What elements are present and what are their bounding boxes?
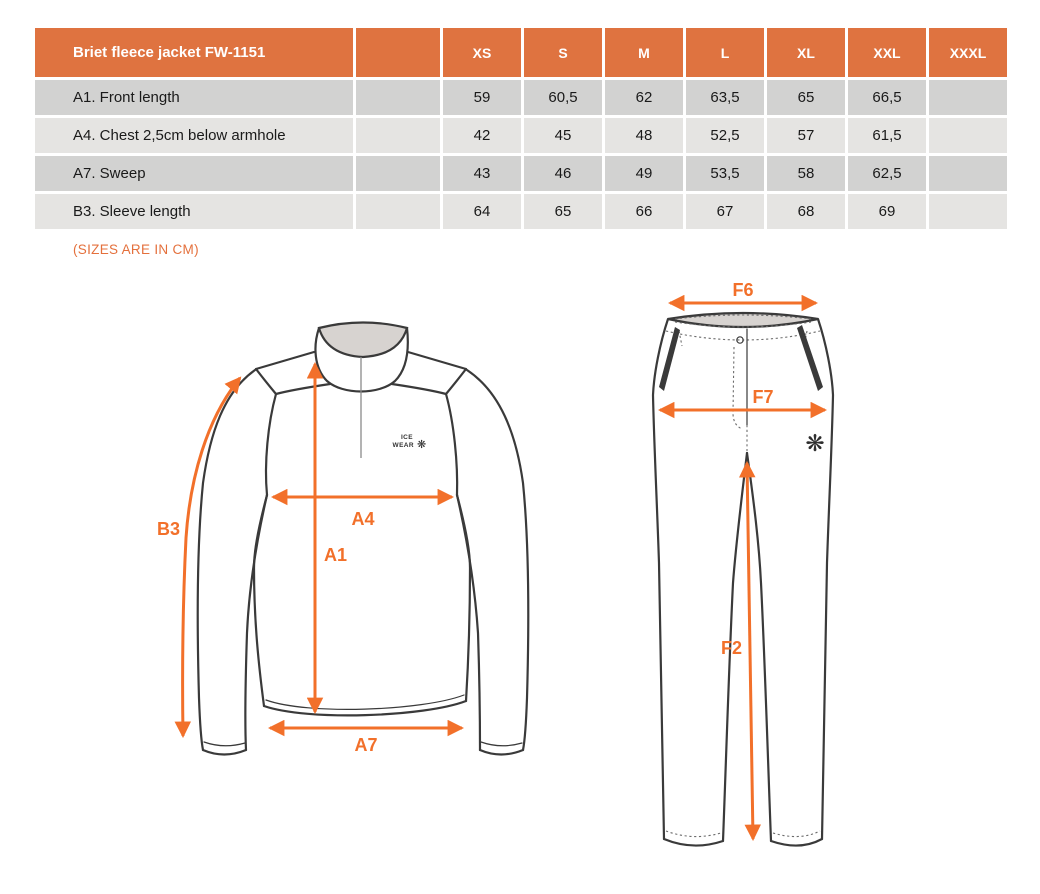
value-cell: 45 bbox=[524, 118, 602, 153]
right-sleeve-outer bbox=[467, 370, 528, 750]
right-cuff bbox=[480, 750, 523, 755]
value-cell: 65 bbox=[524, 194, 602, 229]
size-col-xxl: XXL bbox=[848, 28, 926, 77]
a1-label: A1 bbox=[324, 545, 348, 565]
right-shoulder-seam bbox=[408, 352, 466, 369]
pants-measurement-arrows bbox=[660, 283, 825, 839]
size-col-m: M bbox=[605, 28, 683, 77]
left-raglan-seam bbox=[266, 384, 330, 495]
pants-outline-drawing bbox=[653, 313, 833, 846]
value-cell: 57 bbox=[767, 118, 845, 153]
left-pocket-bartack bbox=[679, 331, 682, 346]
left-outer-seam bbox=[653, 319, 668, 839]
b3-label: B3 bbox=[157, 519, 181, 539]
spacer-cell bbox=[356, 194, 440, 229]
pants-measurement-diagram bbox=[630, 283, 850, 858]
a7-label: A7 bbox=[354, 735, 378, 755]
value-cell: 63,5 bbox=[686, 80, 764, 115]
right-shoulder-panel-seam bbox=[446, 369, 466, 394]
value-cell bbox=[929, 156, 1007, 191]
f2-label: F2 bbox=[720, 638, 742, 658]
jacket-outline-drawing bbox=[198, 323, 528, 755]
value-cell: 49 bbox=[605, 156, 683, 191]
value-cell: 60,5 bbox=[524, 80, 602, 115]
a4-label: A4 bbox=[351, 509, 375, 529]
jacket-measurement-arrows bbox=[157, 364, 462, 755]
b3-sleeve-arrow bbox=[183, 378, 240, 736]
left-hem-stitch bbox=[666, 831, 721, 837]
logo-snowflake-icon: ❋ bbox=[417, 438, 427, 451]
value-cell: 43 bbox=[443, 156, 521, 191]
row-label: A4. Chest 2,5cm below armhole bbox=[35, 118, 353, 153]
left-shoulder-seam bbox=[256, 352, 314, 369]
value-cell: 46 bbox=[524, 156, 602, 191]
spacer-cell bbox=[356, 156, 440, 191]
logo-text-line1: ICE bbox=[400, 434, 413, 441]
left-hem bbox=[664, 839, 723, 846]
value-cell: 52,5 bbox=[686, 118, 764, 153]
value-cell: 62 bbox=[605, 80, 683, 115]
right-hem bbox=[771, 839, 822, 846]
value-cell: 65 bbox=[767, 80, 845, 115]
logo-text-line2: WEAR bbox=[392, 442, 414, 449]
f2-inseam-arrow bbox=[747, 463, 753, 839]
right-hem-stitch bbox=[773, 831, 820, 837]
left-cuff bbox=[203, 750, 246, 755]
row-label: A1. Front length bbox=[35, 80, 353, 115]
value-cell: 58 bbox=[767, 156, 845, 191]
table-row-sweep bbox=[35, 156, 1010, 191]
f6-label: F6 bbox=[732, 283, 754, 300]
size-col-xl: XL bbox=[767, 28, 845, 77]
icewear-logo bbox=[393, 434, 427, 451]
size-col-xs: XS bbox=[443, 28, 521, 77]
value-cell bbox=[929, 194, 1007, 229]
pants-snowflake-icon: ❋ bbox=[805, 431, 825, 457]
value-cell: 59 bbox=[443, 80, 521, 115]
value-cell: 66 bbox=[605, 194, 683, 229]
hem-line bbox=[264, 701, 466, 715]
table-row-chest bbox=[35, 118, 1010, 153]
table-header-row bbox=[35, 28, 1010, 77]
value-cell: 48 bbox=[605, 118, 683, 153]
value-cell: 42 bbox=[443, 118, 521, 153]
value-cell: 62,5 bbox=[848, 156, 926, 191]
jacket-measurement-diagram bbox=[152, 298, 552, 763]
value-cell: 64 bbox=[443, 194, 521, 229]
value-cell bbox=[929, 80, 1007, 115]
left-cuff-stitch bbox=[204, 742, 245, 746]
value-cell bbox=[929, 118, 1007, 153]
spacer-cell bbox=[356, 118, 440, 153]
value-cell: 61,5 bbox=[848, 118, 926, 153]
right-pocket-opening bbox=[797, 325, 823, 391]
table-row-front-length bbox=[35, 80, 1010, 115]
product-title: Briet fleece jacket FW-1151 bbox=[35, 28, 353, 77]
table-row-sleeve-length bbox=[35, 194, 1010, 229]
right-outer-seam bbox=[818, 319, 833, 839]
value-cell: 66,5 bbox=[848, 80, 926, 115]
f7-label: F7 bbox=[752, 387, 774, 407]
size-table bbox=[35, 28, 1010, 232]
value-cell: 68 bbox=[767, 194, 845, 229]
right-cuff-stitch bbox=[481, 742, 522, 746]
hem-stitch-line bbox=[266, 695, 464, 709]
size-col-s: S bbox=[524, 28, 602, 77]
value-cell: 69 bbox=[848, 194, 926, 229]
size-col-l: L bbox=[686, 28, 764, 77]
left-shoulder-panel-seam bbox=[256, 369, 276, 394]
value-cell: 67 bbox=[686, 194, 764, 229]
spacer-cell bbox=[356, 80, 440, 115]
size-col-xxxl: XXXL bbox=[929, 28, 1007, 77]
sizes-in-cm-note: (SIZES ARE IN CM) bbox=[73, 242, 199, 257]
collar-inside-shade bbox=[319, 323, 407, 358]
value-cell: 53,5 bbox=[686, 156, 764, 191]
header-spacer-cell bbox=[356, 28, 440, 77]
row-label: A7. Sweep bbox=[35, 156, 353, 191]
row-label: B3. Sleeve length bbox=[35, 194, 353, 229]
fly-j-stitch bbox=[733, 347, 742, 429]
